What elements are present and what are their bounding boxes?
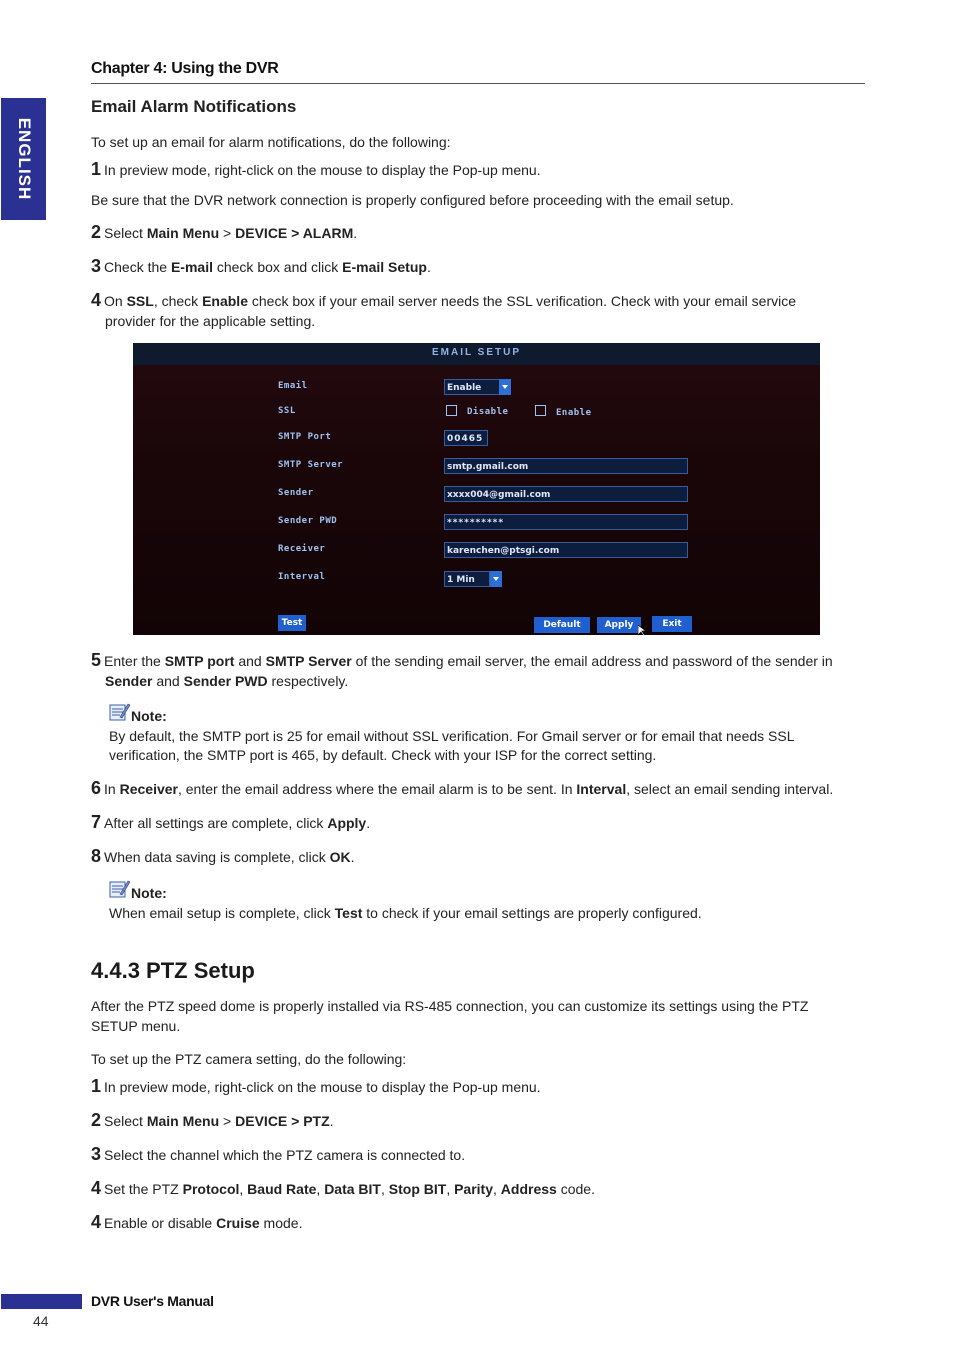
footer-accent-bar [1,1294,82,1309]
step-text: After all settings are complete, click [104,815,328,831]
ptz-step-4 [91,1178,595,1199]
step-text: . [426,259,431,275]
note-title: Note: [131,708,167,724]
step-number: 4 [91,1212,102,1232]
label-interval: Interval [278,572,326,582]
step-bold: Sender [105,673,153,689]
ptz-step-5 [91,1212,302,1233]
step-text: Select [104,1113,147,1129]
label-smtp-port: SMTP Port [278,432,332,442]
sender-input[interactable]: xxxx004@gmail.com [444,486,688,502]
email-step-4-cont: provider for the applicable setting. [105,313,316,329]
email-step-3 [91,256,431,277]
step-bold: E-mail Setup [342,259,427,275]
language-tab [1,98,46,220]
step-bold: Parity [454,1181,494,1197]
email-step-6 [91,778,833,799]
email-step-5 [91,650,833,671]
step-number: 2 [91,1110,102,1130]
step-text: > [219,1113,236,1129]
note-title: Note: [131,885,167,901]
step-text: and [234,653,266,669]
ptz-intro-line1: After the PTZ speed dome is properly installed via RS-485 connection, you can customize its settings using the PTZ [91,998,809,1014]
step-text: , [316,1181,325,1197]
step-text: check box and click [212,259,343,275]
cursor-icon [638,625,648,635]
chevron-down-icon[interactable] [499,379,511,395]
label-smtp-server: SMTP Server [278,460,344,470]
step-text: Set the PTZ [104,1181,183,1197]
step-number: 3 [91,256,102,276]
step-bold: Interval [576,781,627,797]
interval-select[interactable]: 1 Min [444,571,490,587]
step-text: check box if your email server needs the SSL verification. Check with your email service [247,293,797,309]
email-intro: To set up an email for alarm notifications, do the following: [91,134,451,150]
chevron-down-icon[interactable] [490,571,502,587]
step-number: 8 [91,846,102,866]
ssl-enable-label: Enable [556,408,592,418]
email-step-1 [91,159,541,180]
exit-button[interactable]: Exit [652,616,692,632]
note-text-line1: By default, the SMTP port is 25 for email without SSL verification. For Gmail server or for email that needs SSL [109,728,795,744]
step-bold: Enable [202,293,248,309]
step-text: respectively. [267,673,349,689]
header-rule [91,83,865,84]
step-text: . [329,1113,334,1129]
chapter-heading: Chapter 4: Using the DVR [91,60,279,77]
test-button[interactable]: Test [278,615,306,631]
note-icon [108,702,130,722]
step-bold: DEVICE > ALARM [235,225,354,241]
step-text: Check the [104,259,171,275]
step-text: Enable or disable [104,1215,217,1231]
ptz-intro2: To set up the PTZ camera setting, do the following: [91,1051,407,1067]
step-bold: Main Menu [146,225,220,241]
ptz-step-1 [91,1076,541,1097]
apply-button[interactable]: Apply [597,617,641,633]
step-bold: Stop BIT [388,1181,447,1197]
step-text: . [353,225,358,241]
step-text: , [239,1181,248,1197]
step-bold: SMTP Server [265,653,352,669]
step-bold: Protocol [182,1181,240,1197]
step-text: , [493,1181,501,1197]
ptz-step-2 [91,1110,334,1131]
footer-title: DVR User's Manual [91,1293,214,1309]
step-text: When data saving is complete, click [104,849,330,865]
step-bold: Cruise [216,1215,260,1231]
step-bold: SSL [126,293,154,309]
step-bold: Apply [327,815,367,831]
step-text: of the sending email server, the email address and password of the sender in [351,653,833,669]
email-step-4 [91,290,796,311]
step-text: On [104,293,127,309]
step-text: > [219,225,236,241]
step-number: 5 [91,650,102,670]
step-text: Select [104,225,147,241]
step-text: In preview mode, right-click on the mouse to display the Pop-up menu. [104,162,541,178]
email-warning: Be sure that the DVR network connection is properly configured before proceeding with the email setup. [91,192,734,208]
step-text: , check [153,293,203,309]
email-step-2 [91,222,357,243]
step-number: 1 [91,1076,102,1096]
note-text-part: When email setup is complete, click [109,905,335,921]
smtp-server-input[interactable]: smtp.gmail.com [444,458,688,474]
step-text: mode. [259,1215,303,1231]
step-text: . [350,849,355,865]
step-bold: Data BIT [324,1181,381,1197]
step-number: 3 [91,1144,102,1164]
step-text: , select an email sending interval. [626,781,834,797]
label-ssl: SSL [278,406,296,416]
step-text: In preview mode, right-click on the mouse to display the Pop-up menu. [104,1079,541,1095]
note-icon [108,879,130,899]
email-select[interactable]: Enable [444,379,500,395]
note-text-part: to check if your email settings are properly configured. [362,905,702,921]
ssl-disable-label: Disable [467,407,509,417]
sender-pwd-input[interactable]: ********** [444,514,688,530]
step-number: 4 [91,290,102,310]
email-step-8 [91,846,355,867]
section-title-ptz: 4.4.3 PTZ Setup [91,958,255,983]
step-bold: Main Menu [146,1113,220,1129]
page-number: 44 [33,1313,49,1329]
step-bold: Receiver [119,781,178,797]
default-button[interactable]: Default [534,617,590,633]
note-text-line2: verification, the SMTP port is 465, by default. Check with your ISP for the correct setting. [109,747,657,763]
receiver-input[interactable]: karenchen@ptsgi.com [444,542,688,558]
step-bold: Address [500,1181,557,1197]
ptz-intro-line2: SETUP menu. [91,1018,181,1034]
step-text: and [152,673,184,689]
step-number: 4 [91,1178,102,1198]
label-sender: Sender [278,488,314,498]
step-bold: DEVICE > PTZ [235,1113,330,1129]
smtp-port-input[interactable]: 00465 [444,430,488,446]
email-setup-screenshot [133,343,820,635]
step-text: Enter the [104,653,165,669]
step-number: 2 [91,222,102,242]
step-number: 6 [91,778,102,798]
note-text-bold: Test [334,905,363,921]
step-bold: Baud Rate [247,1181,317,1197]
step-text: , [380,1181,389,1197]
step-text: code. [556,1181,595,1197]
section-title-email: Email Alarm Notifications [91,97,297,116]
language-tab-label: ENGLISH [14,117,34,201]
step-number: 1 [91,159,102,179]
step-text: , enter the email address where the email alarm is to be sent. In [177,781,577,797]
ssl-disable-checkbox[interactable] [446,405,457,416]
note-text [109,903,702,923]
dialog-title: EMAIL SETUP [431,347,522,358]
step-bold: OK [329,849,351,865]
step-bold: E-mail [170,259,213,275]
step-bold: Sender PWD [183,673,268,689]
email-step-5-cont [105,671,348,691]
email-step-7 [91,812,370,833]
ssl-enable-checkbox[interactable] [535,405,546,416]
step-number: 7 [91,812,102,832]
step-text: , [446,1181,455,1197]
label-email: Email [278,381,308,391]
label-receiver: Receiver [278,544,326,554]
ptz-step-3 [91,1144,465,1165]
step-text: . [366,815,371,831]
step-bold: SMTP port [164,653,235,669]
step-text: Select the channel which the PTZ camera is connected to. [104,1147,466,1163]
label-sender-pwd: Sender PWD [278,516,338,526]
step-text: In [104,781,120,797]
